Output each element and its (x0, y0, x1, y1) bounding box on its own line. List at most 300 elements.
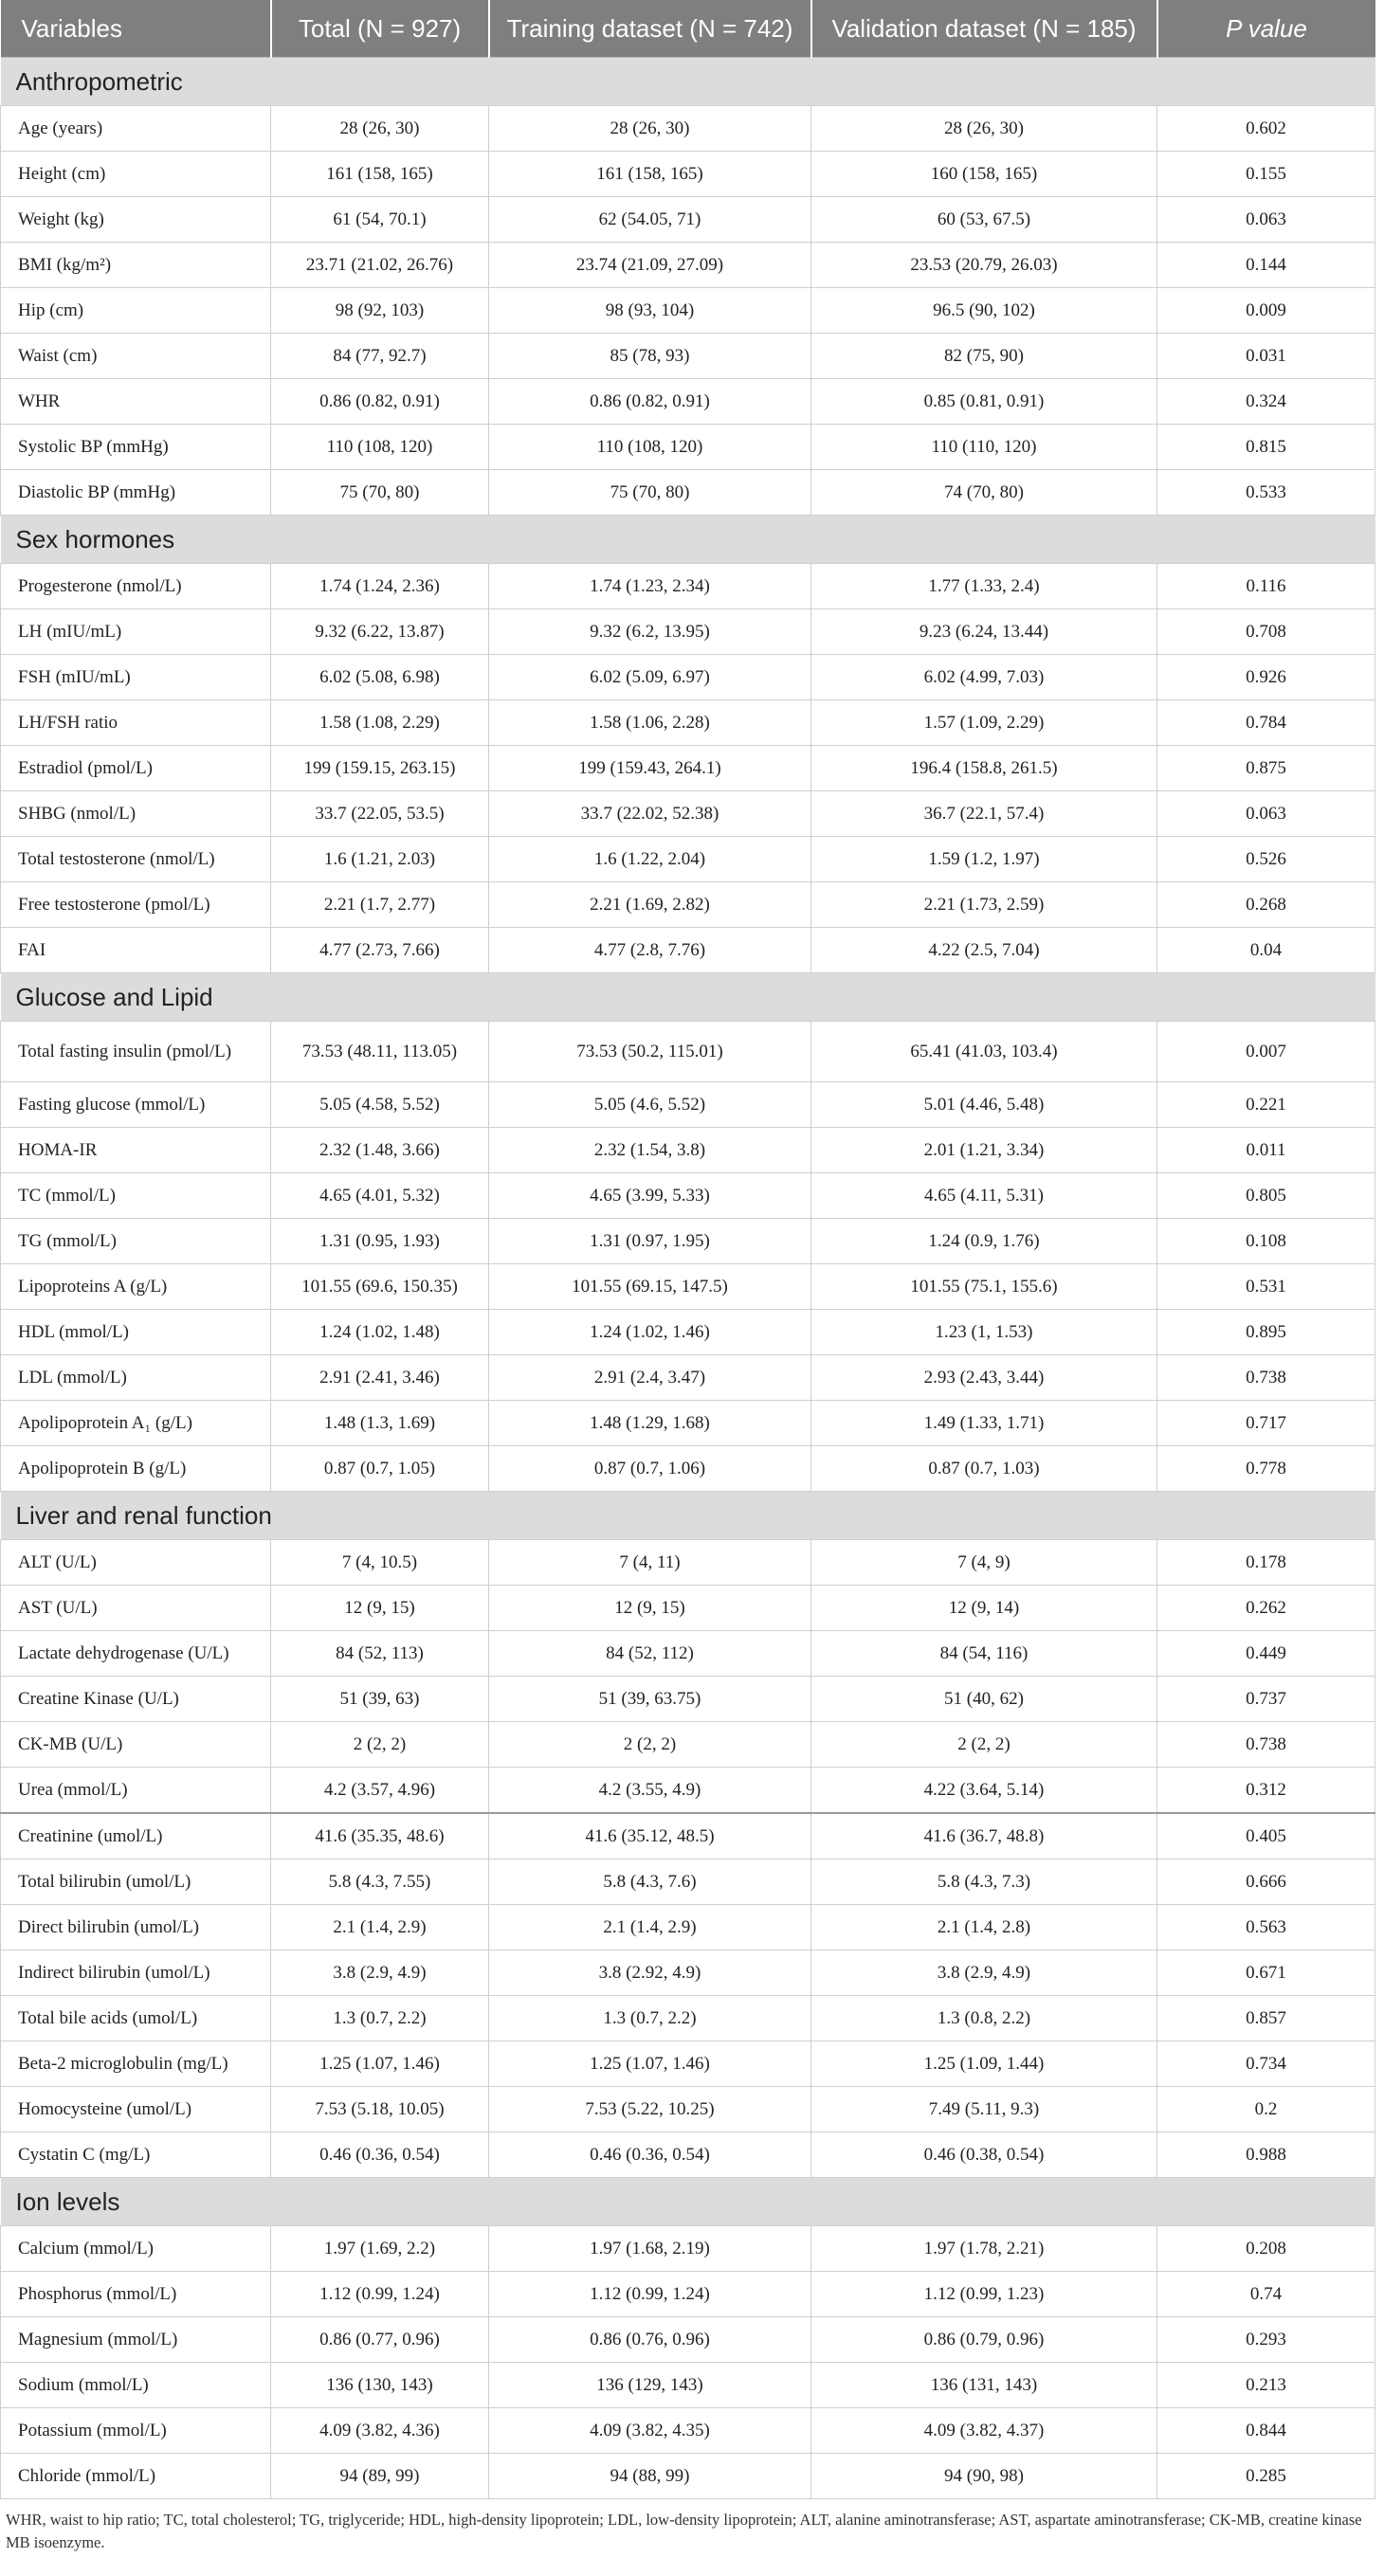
variable-cell: FAI (1, 928, 271, 973)
validation-cell: 196.4 (158.8, 261.5) (811, 746, 1157, 791)
validation-cell: 1.25 (1.09, 1.44) (811, 2041, 1157, 2087)
p-value-cell: 0.784 (1157, 700, 1375, 746)
training-cell: 2.21 (1.69, 2.82) (489, 882, 811, 928)
variable-cell: Free testosterone (pmol/L) (1, 882, 271, 928)
table-row (1, 746, 1375, 791)
p-value-cell: 0.063 (1157, 197, 1375, 243)
variable-cell: LH/FSH ratio (1, 700, 271, 746)
table-row (1, 1219, 1375, 1264)
training-cell: 51 (39, 63.75) (489, 1677, 811, 1722)
variable-cell: Direct bilirubin (umol/L) (1, 1905, 271, 1950)
validation-cell: 23.53 (20.79, 26.03) (811, 243, 1157, 288)
training-cell: 161 (158, 165) (489, 152, 811, 197)
p-value-cell: 0.738 (1157, 1722, 1375, 1768)
training-cell: 7.53 (5.22, 10.25) (489, 2087, 811, 2132)
variable-cell: Potassium (mmol/L) (1, 2408, 271, 2454)
header-p-value (1157, 0, 1375, 58)
p-value-cell: 0.178 (1157, 1540, 1375, 1586)
validation-cell: 65.41 (41.03, 103.4) (811, 1022, 1157, 1082)
table-row (1, 1082, 1375, 1128)
section-row (1, 516, 1375, 564)
table-row (1, 379, 1375, 425)
table-row (1, 2041, 1375, 2087)
variable-cell: FSH (mIU/mL) (1, 655, 271, 700)
total-cell: 4.2 (3.57, 4.96) (271, 1768, 489, 1814)
table-row (1, 2363, 1375, 2408)
validation-cell: 3.8 (2.9, 4.9) (811, 1950, 1157, 1996)
p-value-cell: 0.063 (1157, 791, 1375, 837)
training-cell: 5.05 (4.6, 5.52) (489, 1082, 811, 1128)
validation-cell: 4.65 (4.11, 5.31) (811, 1173, 1157, 1219)
variable-cell: Estradiol (pmol/L) (1, 746, 271, 791)
section-title: Liver and renal function (1, 1492, 1375, 1540)
total-cell: 3.8 (2.9, 4.9) (271, 1950, 489, 1996)
training-cell: 110 (108, 120) (489, 425, 811, 470)
total-cell: 101.55 (69.6, 150.35) (271, 1264, 489, 1310)
p-value-cell: 0.895 (1157, 1310, 1375, 1355)
validation-cell: 28 (26, 30) (811, 106, 1157, 152)
total-cell: 7.53 (5.18, 10.05) (271, 2087, 489, 2132)
p-value-cell: 0.144 (1157, 243, 1375, 288)
p-value-cell: 0.734 (1157, 2041, 1375, 2087)
table-row (1, 2087, 1375, 2132)
total-cell: 1.24 (1.02, 1.48) (271, 1310, 489, 1355)
table-row (1, 1996, 1375, 2041)
validation-cell: 1.3 (0.8, 2.2) (811, 1996, 1157, 2041)
header-training: Training dataset (N = 742) (489, 0, 811, 58)
total-cell: 4.09 (3.82, 4.36) (271, 2408, 489, 2454)
variable-cell: Total bilirubin (umol/L) (1, 1859, 271, 1905)
table-row (1, 700, 1375, 746)
p-value-cell: 0.671 (1157, 1950, 1375, 1996)
training-cell: 0.86 (0.82, 0.91) (489, 379, 811, 425)
table-row (1, 564, 1375, 609)
total-cell: 199 (159.15, 263.15) (271, 746, 489, 791)
training-cell: 2.91 (2.4, 3.47) (489, 1355, 811, 1401)
validation-cell: 5.01 (4.46, 5.48) (811, 1082, 1157, 1128)
validation-cell: 2.21 (1.73, 2.59) (811, 882, 1157, 928)
variable-cell: TG (mmol/L) (1, 1219, 271, 1264)
training-cell: 94 (88, 99) (489, 2454, 811, 2499)
variable-cell: CK-MB (U/L) (1, 1722, 271, 1768)
p-value-cell: 0.324 (1157, 379, 1375, 425)
p-value-cell: 0.108 (1157, 1219, 1375, 1264)
header-total: Total (N = 927) (271, 0, 489, 58)
table-row (1, 197, 1375, 243)
training-cell: 73.53 (50.2, 115.01) (489, 1022, 811, 1082)
variable-cell: Indirect bilirubin (umol/L) (1, 1950, 271, 1996)
p-value-cell: 0.531 (1157, 1264, 1375, 1310)
p-value-cell: 0.666 (1157, 1859, 1375, 1905)
variable-cell: Magnesium (mmol/L) (1, 2317, 271, 2363)
variable-cell: Creatinine (umol/L) (1, 1813, 271, 1859)
validation-cell: 0.86 (0.79, 0.96) (811, 2317, 1157, 2363)
training-cell: 0.86 (0.76, 0.96) (489, 2317, 811, 2363)
table-row (1, 1905, 1375, 1950)
training-cell: 1.24 (1.02, 1.46) (489, 1310, 811, 1355)
table-row (1, 791, 1375, 837)
table-row (1, 928, 1375, 973)
p-value-cell: 0.805 (1157, 1173, 1375, 1219)
validation-cell: 1.23 (1, 1.53) (811, 1310, 1157, 1355)
validation-cell: 60 (53, 67.5) (811, 197, 1157, 243)
table-footnote: WHR, waist to hip ratio; TC, total cholesterol; TG, triglyceride; HDL, high-density lipoprotein; LDL, low-density lipoprotein; ALT, alanine aminotransferase; AST, aspartate aminotransferase; CK-MB, creatine kinase MB isoenzyme. (6, 2511, 1362, 2551)
validation-cell: 1.59 (1.2, 1.97) (811, 837, 1157, 882)
section-row (1, 2178, 1375, 2226)
training-cell: 136 (129, 143) (489, 2363, 811, 2408)
header-validation: Validation dataset (N = 185) (811, 0, 1157, 58)
training-cell: 1.58 (1.06, 2.28) (489, 700, 811, 746)
validation-cell: 94 (90, 98) (811, 2454, 1157, 2499)
training-cell: 6.02 (5.09, 6.97) (489, 655, 811, 700)
total-cell: 1.31 (0.95, 1.93) (271, 1219, 489, 1264)
validation-cell: 1.77 (1.33, 2.4) (811, 564, 1157, 609)
table-row (1, 1768, 1375, 1814)
variable-cell: Total fasting insulin (pmol/L) (1, 1022, 271, 1082)
p-value-cell: 0.717 (1157, 1401, 1375, 1446)
variable-cell: LH (mIU/mL) (1, 609, 271, 655)
validation-cell: 2 (2, 2) (811, 1722, 1157, 1768)
p-value-cell: 0.285 (1157, 2454, 1375, 2499)
training-cell: 4.65 (3.99, 5.33) (489, 1173, 811, 1219)
total-cell: 94 (89, 99) (271, 2454, 489, 2499)
p-value-cell: 0.533 (1157, 470, 1375, 516)
total-cell: 7 (4, 10.5) (271, 1540, 489, 1586)
table-row (1, 1128, 1375, 1173)
p-value-cell: 0.449 (1157, 1631, 1375, 1677)
validation-cell: 2.93 (2.43, 3.44) (811, 1355, 1157, 1401)
validation-cell: 0.85 (0.81, 0.91) (811, 379, 1157, 425)
table-row (1, 1022, 1375, 1082)
p-value-cell: 0.04 (1157, 928, 1375, 973)
training-cell: 41.6 (35.12, 48.5) (489, 1813, 811, 1859)
p-value-cell: 0.268 (1157, 882, 1375, 928)
section-title: Sex hormones (1, 516, 1375, 564)
table-row (1, 1401, 1375, 1446)
p-value-cell: 0.815 (1157, 425, 1375, 470)
training-cell: 2 (2, 2) (489, 1722, 811, 1768)
p-value-cell: 0.213 (1157, 2363, 1375, 2408)
variable-cell: Sodium (mmol/L) (1, 2363, 271, 2408)
validation-cell: 0.46 (0.38, 0.54) (811, 2132, 1157, 2178)
training-cell: 1.97 (1.68, 2.19) (489, 2226, 811, 2272)
training-cell: 33.7 (22.02, 52.38) (489, 791, 811, 837)
table-row (1, 2226, 1375, 2272)
p-value-cell: 0.031 (1157, 334, 1375, 379)
training-cell: 4.09 (3.82, 4.35) (489, 2408, 811, 2454)
training-cell: 0.46 (0.36, 0.54) (489, 2132, 811, 2178)
variable-cell: Creatine Kinase (U/L) (1, 1677, 271, 1722)
training-cell: 3.8 (2.92, 4.9) (489, 1950, 811, 1996)
total-cell: 2.32 (1.48, 3.66) (271, 1128, 489, 1173)
variable-cell: Lipoproteins A (g/L) (1, 1264, 271, 1310)
validation-cell: 7 (4, 9) (811, 1540, 1157, 1586)
table-row (1, 1813, 1375, 1859)
variable-cell: Total bile acids (umol/L) (1, 1996, 271, 2041)
p-value-cell: 0.2 (1157, 2087, 1375, 2132)
variable-cell: Apolipoprotein A₁ (g/L) (1, 1401, 271, 1446)
total-cell: 73.53 (48.11, 113.05) (271, 1022, 489, 1082)
variable-cell: LDL (mmol/L) (1, 1355, 271, 1401)
training-cell: 1.3 (0.7, 2.2) (489, 1996, 811, 2041)
p-value-cell: 0.563 (1157, 1905, 1375, 1950)
validation-cell: 1.49 (1.33, 1.71) (811, 1401, 1157, 1446)
validation-cell: 136 (131, 143) (811, 2363, 1157, 2408)
validation-cell: 4.22 (3.64, 5.14) (811, 1768, 1157, 1814)
table-row (1, 1950, 1375, 1996)
variable-cell: Calcium (mmol/L) (1, 2226, 271, 2272)
variable-cell: ALT (U/L) (1, 1540, 271, 1586)
section-row (1, 58, 1375, 106)
total-cell: 161 (158, 165) (271, 152, 489, 197)
validation-cell: 74 (70, 80) (811, 470, 1157, 516)
validation-cell: 2.01 (1.21, 3.34) (811, 1128, 1157, 1173)
total-cell: 2.91 (2.41, 3.46) (271, 1355, 489, 1401)
validation-cell: 36.7 (22.1, 57.4) (811, 791, 1157, 837)
variable-cell: Apolipoprotein B (g/L) (1, 1446, 271, 1492)
variable-cell: Fasting glucose (mmol/L) (1, 1082, 271, 1128)
p-value-cell: 0.844 (1157, 2408, 1375, 2454)
training-cell: 1.6 (1.22, 2.04) (489, 837, 811, 882)
table-row (1, 2272, 1375, 2317)
validation-cell: 110 (110, 120) (811, 425, 1157, 470)
total-cell: 5.05 (4.58, 5.52) (271, 1082, 489, 1128)
total-cell: 1.58 (1.08, 2.29) (271, 700, 489, 746)
validation-cell: 7.49 (5.11, 9.3) (811, 2087, 1157, 2132)
total-cell: 0.46 (0.36, 0.54) (271, 2132, 489, 2178)
variable-cell: Weight (kg) (1, 197, 271, 243)
p-value-cell: 0.405 (1157, 1813, 1375, 1859)
training-cell: 0.87 (0.7, 1.06) (489, 1446, 811, 1492)
table-row (1, 1859, 1375, 1905)
total-cell: 51 (39, 63) (271, 1677, 489, 1722)
table-row (1, 1310, 1375, 1355)
training-cell: 98 (93, 104) (489, 288, 811, 334)
validation-cell: 41.6 (36.7, 48.8) (811, 1813, 1157, 1859)
validation-cell: 82 (75, 90) (811, 334, 1157, 379)
total-cell: 136 (130, 143) (271, 2363, 489, 2408)
variable-cell: Cystatin C (mg/L) (1, 2132, 271, 2178)
training-cell: 199 (159.43, 264.1) (489, 746, 811, 791)
section-title: Ion levels (1, 2178, 1375, 2226)
p-value-cell: 0.708 (1157, 609, 1375, 655)
p-value-cell: 0.262 (1157, 1586, 1375, 1631)
table-row (1, 837, 1375, 882)
table-body (1, 58, 1375, 2499)
p-value-cell: 0.009 (1157, 288, 1375, 334)
variable-cell: Height (cm) (1, 152, 271, 197)
variable-cell: Progesterone (nmol/L) (1, 564, 271, 609)
total-cell: 0.86 (0.77, 0.96) (271, 2317, 489, 2363)
table-row (1, 2132, 1375, 2178)
table-row (1, 609, 1375, 655)
training-cell: 23.74 (21.09, 27.09) (489, 243, 811, 288)
total-cell: 33.7 (22.05, 53.5) (271, 791, 489, 837)
total-cell: 2.1 (1.4, 2.9) (271, 1905, 489, 1950)
total-cell: 84 (77, 92.7) (271, 334, 489, 379)
total-cell: 41.6 (35.35, 48.6) (271, 1813, 489, 1859)
total-cell: 2.21 (1.7, 2.77) (271, 882, 489, 928)
table-row (1, 1446, 1375, 1492)
training-cell: 28 (26, 30) (489, 106, 811, 152)
variable-cell: Beta-2 microglobulin (mg/L) (1, 2041, 271, 2087)
total-cell: 0.86 (0.82, 0.91) (271, 379, 489, 425)
p-value-cell: 0.857 (1157, 1996, 1375, 2041)
table-row (1, 2408, 1375, 2454)
total-cell: 9.32 (6.22, 13.87) (271, 609, 489, 655)
training-cell: 1.31 (0.97, 1.95) (489, 1219, 811, 1264)
header-row (1, 0, 1375, 58)
total-cell: 0.87 (0.7, 1.05) (271, 1446, 489, 1492)
table-row (1, 1586, 1375, 1631)
training-cell: 5.8 (4.3, 7.6) (489, 1859, 811, 1905)
total-cell: 4.77 (2.73, 7.66) (271, 928, 489, 973)
table-row (1, 1264, 1375, 1310)
total-cell: 5.8 (4.3, 7.55) (271, 1859, 489, 1905)
table-row (1, 882, 1375, 928)
training-cell: 84 (52, 112) (489, 1631, 811, 1677)
training-cell: 4.77 (2.8, 7.76) (489, 928, 811, 973)
table-row (1, 1722, 1375, 1768)
p-value-cell: 0.293 (1157, 2317, 1375, 2363)
validation-cell: 51 (40, 62) (811, 1677, 1157, 1722)
total-cell: 28 (26, 30) (271, 106, 489, 152)
variable-cell: HDL (mmol/L) (1, 1310, 271, 1355)
total-cell: 110 (108, 120) (271, 425, 489, 470)
validation-cell: 2.1 (1.4, 2.8) (811, 1905, 1157, 1950)
variable-cell: Lactate dehydrogenase (U/L) (1, 1631, 271, 1677)
total-cell: 1.48 (1.3, 1.69) (271, 1401, 489, 1446)
validation-cell: 4.22 (2.5, 7.04) (811, 928, 1157, 973)
table-row (1, 1355, 1375, 1401)
variable-cell: Urea (mmol/L) (1, 1768, 271, 1814)
p-value-cell: 0.926 (1157, 655, 1375, 700)
table-row (1, 288, 1375, 334)
section-title: Anthropometric (1, 58, 1375, 106)
training-cell: 2.32 (1.54, 3.8) (489, 1128, 811, 1173)
variable-cell: Age (years) (1, 106, 271, 152)
p-value-cell: 0.875 (1157, 746, 1375, 791)
variable-cell: TC (mmol/L) (1, 1173, 271, 1219)
training-cell: 1.48 (1.29, 1.68) (489, 1401, 811, 1446)
header-p-value-label: P value (1226, 13, 1307, 43)
training-cell: 75 (70, 80) (489, 470, 811, 516)
total-cell: 75 (70, 80) (271, 470, 489, 516)
table-row (1, 2454, 1375, 2499)
variable-cell: Total testosterone (nmol/L) (1, 837, 271, 882)
p-value-cell: 0.737 (1157, 1677, 1375, 1722)
training-cell: 4.2 (3.55, 4.9) (489, 1768, 811, 1814)
variable-cell: BMI (kg/m²) (1, 243, 271, 288)
table-row (1, 152, 1375, 197)
total-cell: 84 (52, 113) (271, 1631, 489, 1677)
total-cell: 98 (92, 103) (271, 288, 489, 334)
p-value-cell: 0.007 (1157, 1022, 1375, 1082)
total-cell: 1.6 (1.21, 2.03) (271, 837, 489, 882)
section-row (1, 1492, 1375, 1540)
table-row (1, 425, 1375, 470)
p-value-cell: 0.602 (1157, 106, 1375, 152)
p-value-cell: 0.312 (1157, 1768, 1375, 1814)
validation-cell: 4.09 (3.82, 4.37) (811, 2408, 1157, 2454)
training-cell: 9.32 (6.2, 13.95) (489, 609, 811, 655)
variable-cell: Phosphorus (mmol/L) (1, 2272, 271, 2317)
variable-cell: WHR (1, 379, 271, 425)
table-row (1, 106, 1375, 152)
variable-cell: Homocysteine (umol/L) (1, 2087, 271, 2132)
variable-cell: HOMA-IR (1, 1128, 271, 1173)
p-value-cell: 0.988 (1157, 2132, 1375, 2178)
total-cell: 1.97 (1.69, 2.2) (271, 2226, 489, 2272)
variable-cell: Waist (cm) (1, 334, 271, 379)
section-row (1, 973, 1375, 1022)
validation-cell: 96.5 (90, 102) (811, 288, 1157, 334)
training-cell: 2.1 (1.4, 2.9) (489, 1905, 811, 1950)
variable-cell: AST (U/L) (1, 1586, 271, 1631)
training-cell: 7 (4, 11) (489, 1540, 811, 1586)
validation-cell: 1.12 (0.99, 1.23) (811, 2272, 1157, 2317)
table-row (1, 1677, 1375, 1722)
training-cell: 85 (78, 93) (489, 334, 811, 379)
p-value-cell: 0.221 (1157, 1082, 1375, 1128)
p-value-cell: 0.208 (1157, 2226, 1375, 2272)
total-cell: 12 (9, 15) (271, 1586, 489, 1631)
training-cell: 1.12 (0.99, 1.24) (489, 2272, 811, 2317)
p-value-cell: 0.011 (1157, 1128, 1375, 1173)
training-cell: 1.25 (1.07, 1.46) (489, 2041, 811, 2087)
total-cell: 1.74 (1.24, 2.36) (271, 564, 489, 609)
table-row (1, 1631, 1375, 1677)
p-value-cell: 0.74 (1157, 2272, 1375, 2317)
table-row (1, 2317, 1375, 2363)
table-row (1, 655, 1375, 700)
table-row (1, 243, 1375, 288)
validation-cell: 160 (158, 165) (811, 152, 1157, 197)
variable-cell: Systolic BP (mmHg) (1, 425, 271, 470)
p-value-cell: 0.116 (1157, 564, 1375, 609)
total-cell: 4.65 (4.01, 5.32) (271, 1173, 489, 1219)
total-cell: 1.3 (0.7, 2.2) (271, 1996, 489, 2041)
total-cell: 6.02 (5.08, 6.98) (271, 655, 489, 700)
validation-cell: 6.02 (4.99, 7.03) (811, 655, 1157, 700)
validation-cell: 12 (9, 14) (811, 1586, 1157, 1631)
section-title: Glucose and Lipid (1, 973, 1375, 1022)
table-row (1, 334, 1375, 379)
variable-cell: Hip (cm) (1, 288, 271, 334)
p-value-cell: 0.155 (1157, 152, 1375, 197)
training-cell: 62 (54.05, 71) (489, 197, 811, 243)
validation-cell: 84 (54, 116) (811, 1631, 1157, 1677)
training-cell: 12 (9, 15) (489, 1586, 811, 1631)
p-value-cell: 0.778 (1157, 1446, 1375, 1492)
validation-cell: 1.24 (0.9, 1.76) (811, 1219, 1157, 1264)
p-value-cell: 0.526 (1157, 837, 1375, 882)
training-cell: 1.74 (1.23, 2.34) (489, 564, 811, 609)
training-cell: 101.55 (69.15, 147.5) (489, 1264, 811, 1310)
total-cell: 1.25 (1.07, 1.46) (271, 2041, 489, 2087)
validation-cell: 0.87 (0.7, 1.03) (811, 1446, 1157, 1492)
header-variables: Variables (1, 0, 271, 58)
total-cell: 2 (2, 2) (271, 1722, 489, 1768)
total-cell: 23.71 (21.02, 26.76) (271, 243, 489, 288)
validation-cell: 1.97 (1.78, 2.21) (811, 2226, 1157, 2272)
table-row (1, 1173, 1375, 1219)
validation-cell: 5.8 (4.3, 7.3) (811, 1859, 1157, 1905)
validation-cell: 1.57 (1.09, 2.29) (811, 700, 1157, 746)
variable-cell: Diastolic BP (mmHg) (1, 470, 271, 516)
validation-cell: 9.23 (6.24, 13.44) (811, 609, 1157, 655)
table-row (1, 1540, 1375, 1586)
